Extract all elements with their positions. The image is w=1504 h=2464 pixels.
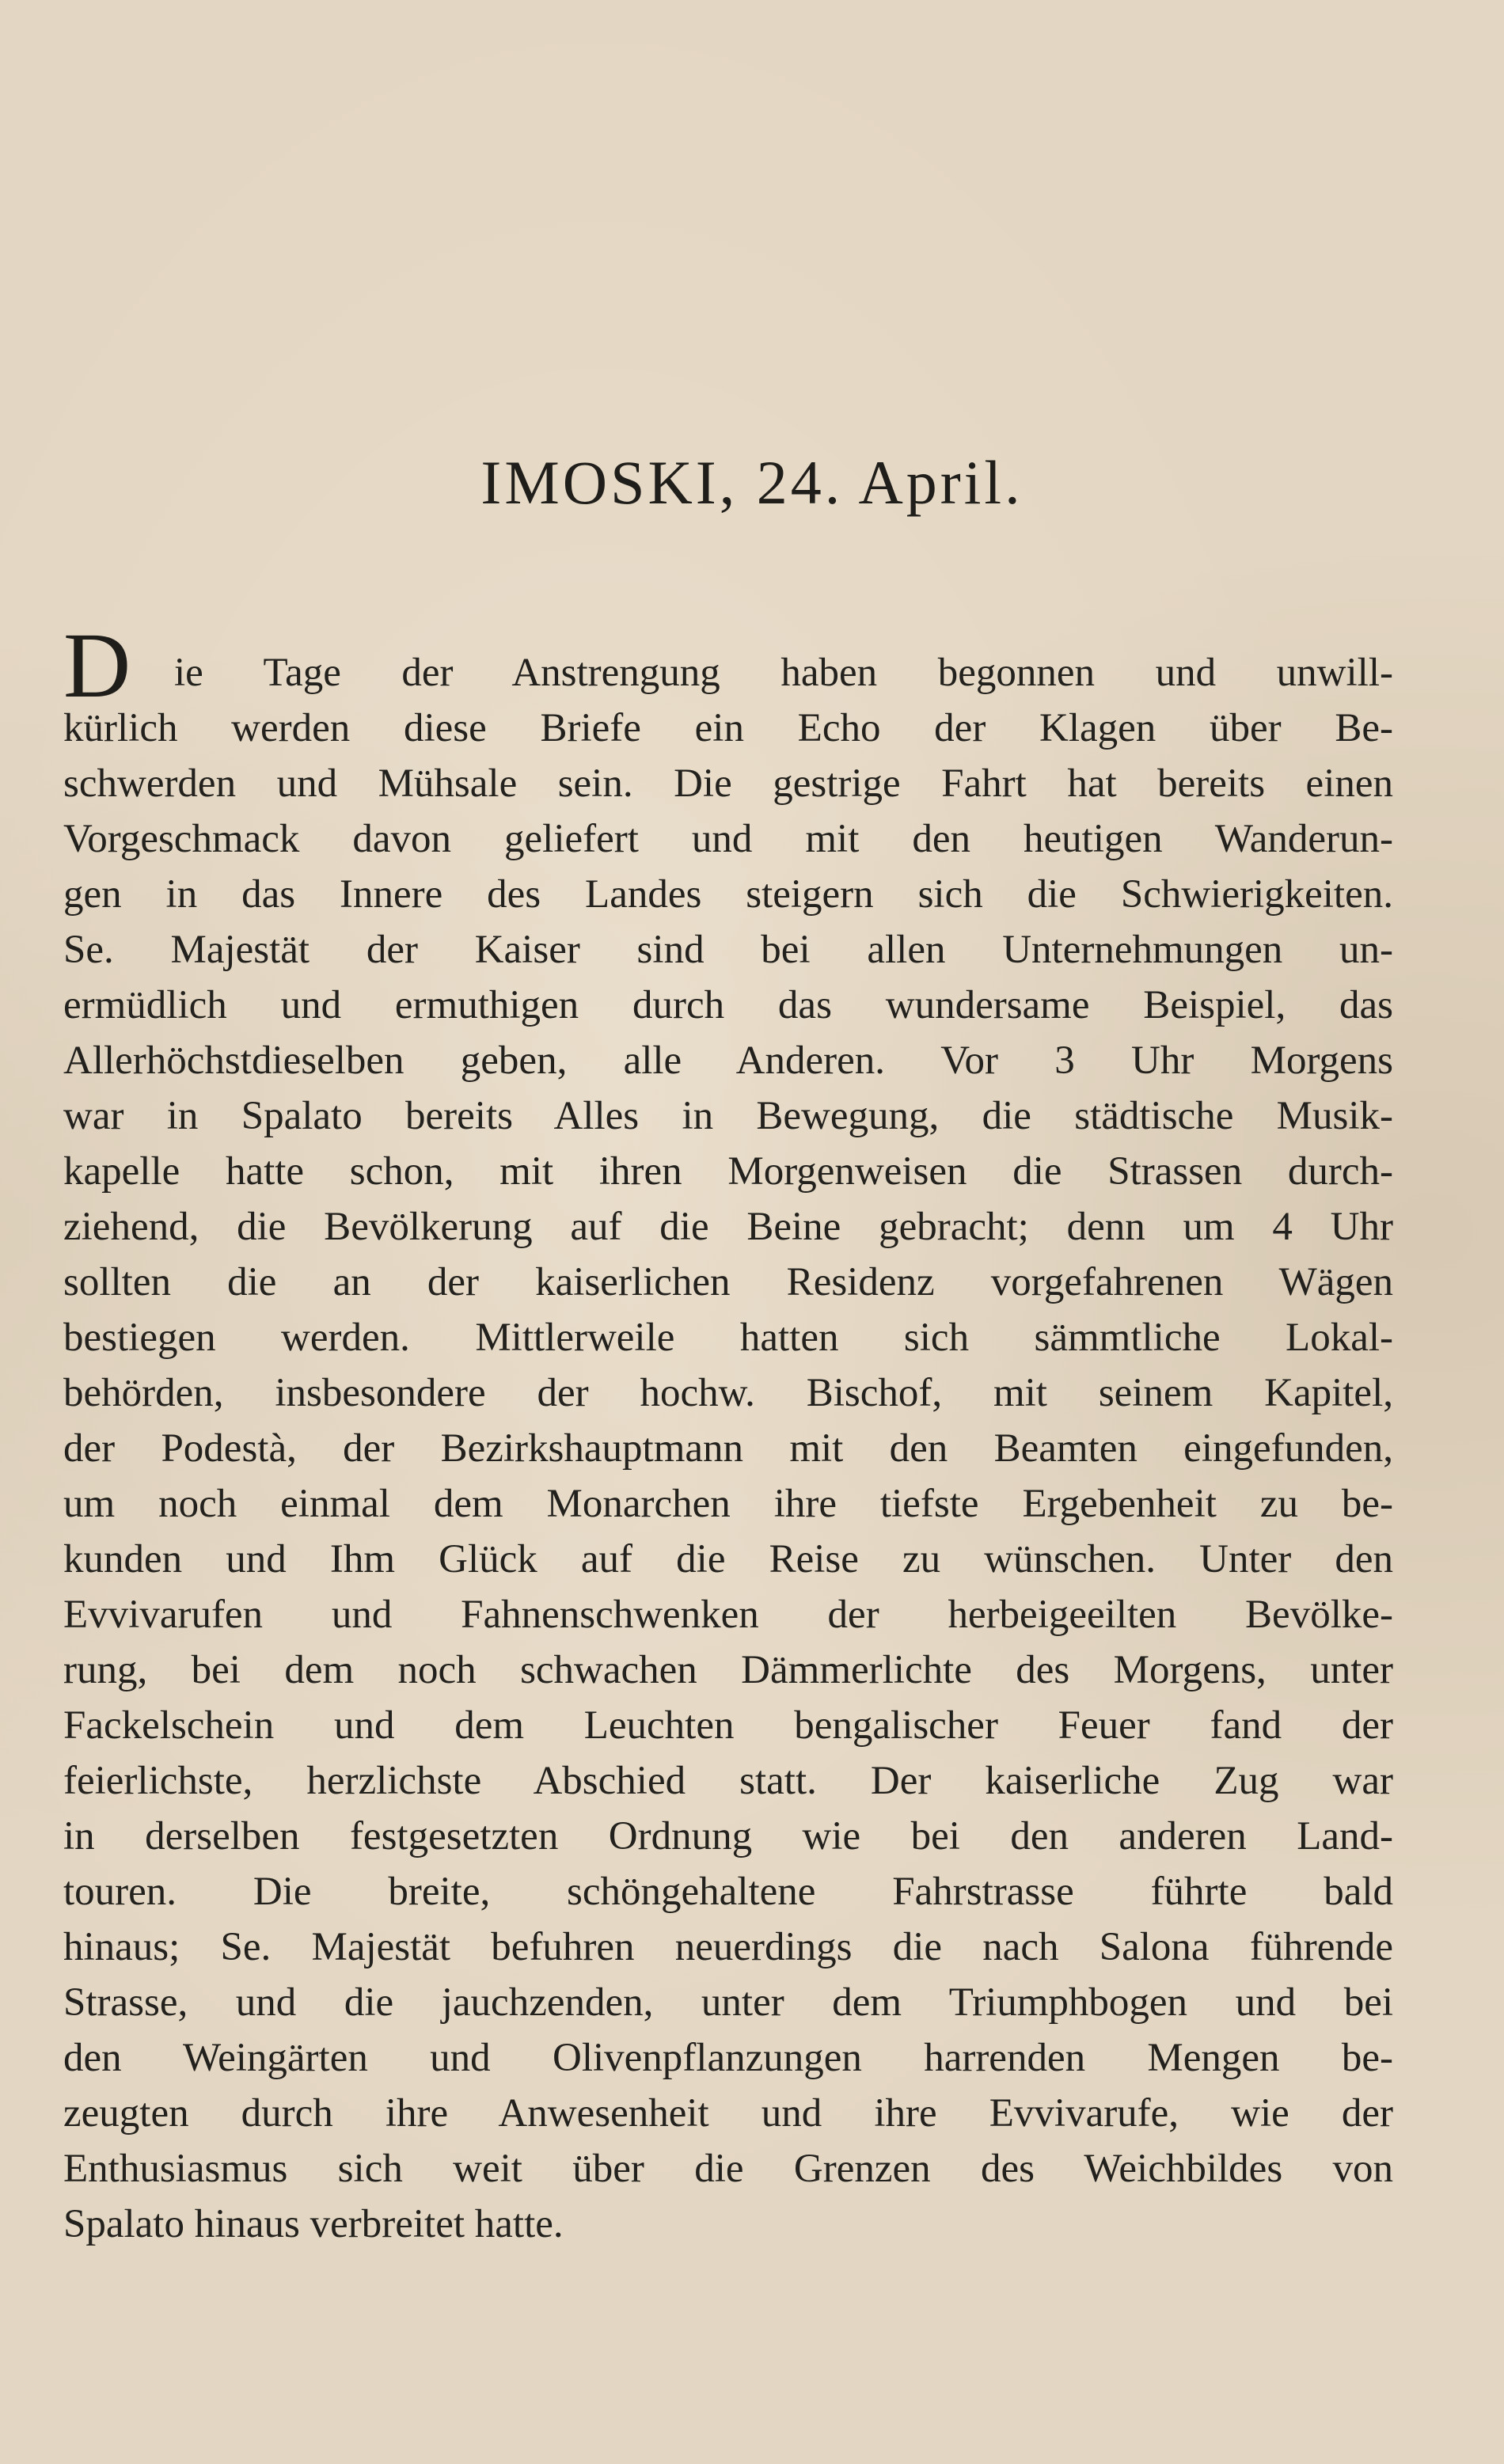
- text-line: Enthusiasmus sich weit über die Grenzen des Weichbildes von: [63, 2147, 1393, 2191]
- text-line: den Weingärten und Olivenpflanzungen harrenden Mengen be-: [63, 2036, 1393, 2080]
- text-line: Evvivarufen und Fahnenschwenken der herbeigeeilten Bevölke-: [63, 1593, 1393, 1637]
- text-line: ziehend, die Bevölkerung auf die Beine gebracht; denn um 4 Uhr: [63, 1205, 1393, 1249]
- text-line: Spalato hinaus verbreitet hatte.: [63, 2202, 564, 2246]
- text-line: feierlichste, herzlichste Abschied statt. Der kaiserliche Zug war: [63, 1759, 1393, 1803]
- text-line: kunden und Ihm Glück auf die Reise zu wünschen. Unter den: [63, 1537, 1393, 1581]
- text-line: behörden, insbesondere der hochw. Bischof, mit seinem Kapitel,: [63, 1371, 1393, 1415]
- text-line: kapelle hatte schon, mit ihren Morgenweisen die Strassen durch-: [63, 1149, 1393, 1194]
- text-line: touren. Die breite, schöngehaltene Fahrstrasse führte bald: [63, 1870, 1393, 1914]
- text-line: schwerden und Mühsale sein. Die gestrige Fahrt hat bereits einen: [63, 761, 1393, 806]
- text-line: kürlich werden diese Briefe ein Echo der Klagen über Be-: [63, 706, 1393, 750]
- text-line: in derselben festgesetzten Ordnung wie bei den anderen Land-: [63, 1814, 1393, 1858]
- text-line: Allerhöchstdieselben geben, alle Anderen. Vor 3 Uhr Morgens: [63, 1038, 1393, 1083]
- text-line: Vorgeschmack davon geliefert und mit den heutigen Wanderun-: [63, 817, 1393, 861]
- text-line: der Podestà, der Bezirkshauptmann mit den Beamten eingefunden,: [63, 1426, 1393, 1471]
- text-line: Se. Majestät der Kaiser sind bei allen Unternehmungen un-: [63, 928, 1393, 972]
- text-line: bestiegen werden. Mittlerweile hatten sich sämmtliche Lokal-: [63, 1316, 1393, 1360]
- text-line: gen in das Innere des Landes steigern sich die Schwierigkeiten.: [63, 872, 1393, 917]
- text-line: ie Tage der Anstrengung haben begonnen und unwill-: [174, 651, 1393, 695]
- text-line: um noch einmal dem Monarchen ihre tiefste Ergebenheit zu be-: [63, 1482, 1393, 1526]
- text-line: Fackelschein und dem Leuchten bengalischer Feuer fand der: [63, 1703, 1393, 1748]
- text-line: sollten die an der kaiserlichen Residenz vorgefahrenen Wägen: [63, 1260, 1393, 1304]
- show-through-texture: [63, 142, 1409, 697]
- drop-cap: D: [63, 613, 131, 717]
- text-line: ermüdlich und ermuthigen durch das wundersame Beispiel, das: [63, 983, 1393, 1027]
- text-line: rung, bei dem noch schwachen Dämmerlichte des Morgens, unter: [63, 1648, 1393, 1692]
- page-title: IMOSKI, 24. April.: [480, 448, 1024, 517]
- text-line: zeugten durch ihre Anwesenheit und ihre Evvivarufe, wie der: [63, 2091, 1393, 2136]
- text-line: Strasse, und die jauchzenden, unter dem Triumphbogen und bei: [63, 1980, 1393, 2025]
- text-line: war in Spalato bereits Alles in Bewegung, die städtische Musik-: [63, 1094, 1393, 1138]
- text-line: hinaus; Se. Majestät befuhren neuerdings die nach Salona führende: [63, 1925, 1393, 1969]
- body-paragraph: [63, 645, 1393, 2252]
